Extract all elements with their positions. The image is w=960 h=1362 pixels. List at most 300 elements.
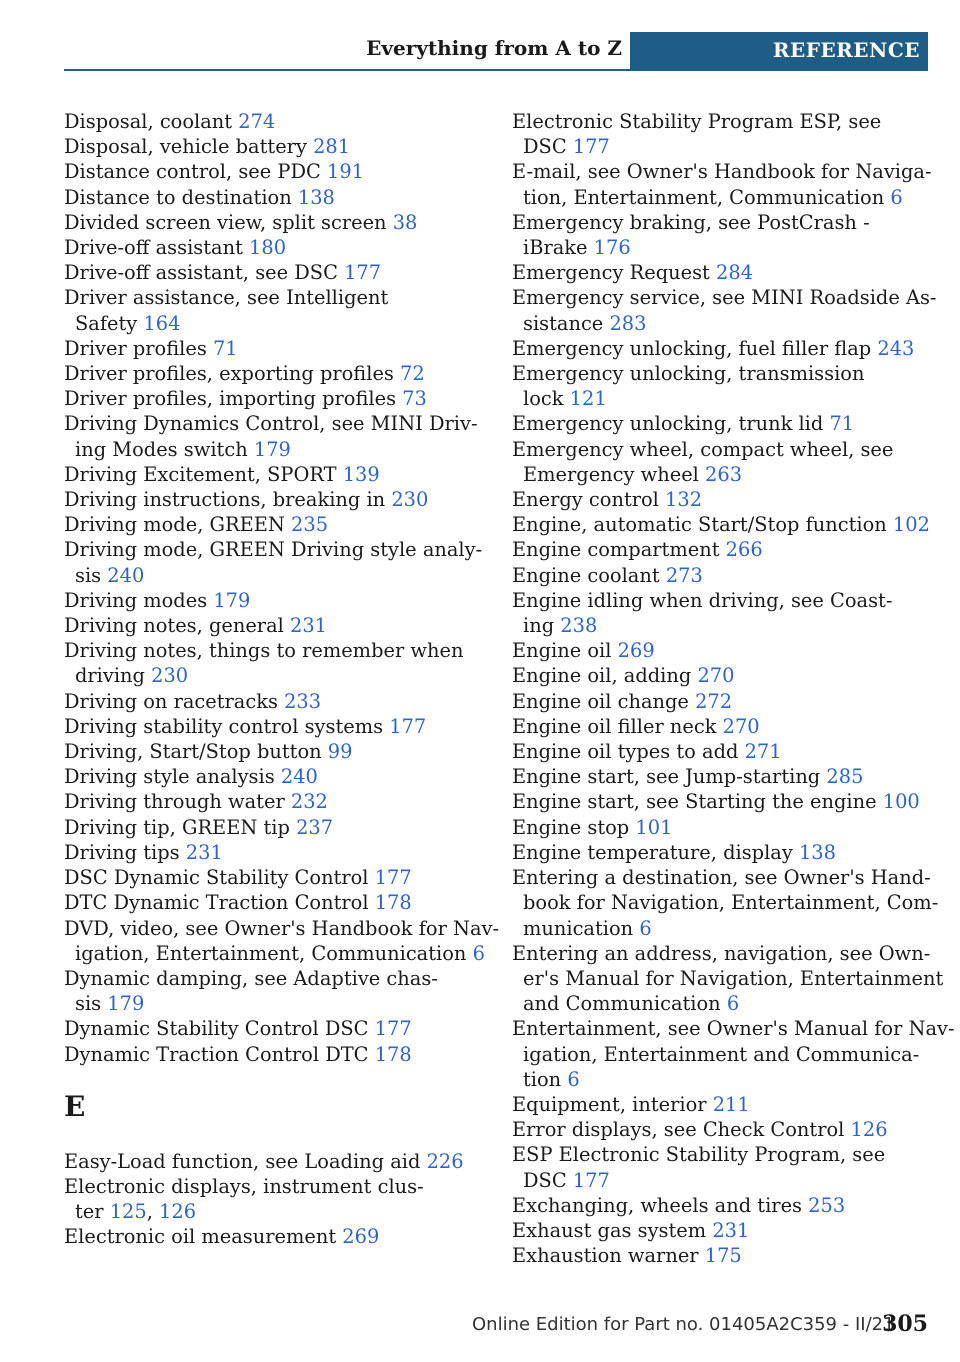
page-reference-link[interactable]: 126 xyxy=(850,1118,888,1142)
section-tab: REFERENCE xyxy=(630,32,928,71)
page-reference-link[interactable]: 126 xyxy=(159,1200,197,1224)
page-reference-link[interactable]: 180 xyxy=(249,236,287,260)
index-term: Safety xyxy=(75,311,144,335)
page-reference-link[interactable]: 231 xyxy=(185,840,223,864)
page-reference-link[interactable]: 285 xyxy=(826,765,864,789)
page-reference-link[interactable]: 272 xyxy=(695,689,733,713)
index-term: sis xyxy=(75,992,108,1016)
index-entry xyxy=(512,815,932,840)
index-entry-line xyxy=(512,764,932,789)
index-column-left xyxy=(64,109,500,1250)
index-entry-line xyxy=(64,1199,484,1224)
page-reference-link[interactable]: 269 xyxy=(342,1225,380,1249)
page-reference-link[interactable]: 178 xyxy=(374,1042,412,1066)
index-entry xyxy=(64,613,484,638)
page-reference-link[interactable]: 191 xyxy=(327,160,365,184)
page-reference-link[interactable]: 178 xyxy=(374,891,412,915)
index-entry-line xyxy=(64,537,484,562)
index-entry-line xyxy=(64,916,500,941)
index-term: Engine oil types to add xyxy=(512,740,745,764)
page-reference-link[interactable]: 176 xyxy=(593,236,631,260)
index-entry-line xyxy=(512,689,932,714)
index-entry-line xyxy=(512,437,932,462)
edition-footer: Online Edition for Part no. 01405A2C359 - II/21 xyxy=(472,1314,895,1335)
index-entry xyxy=(512,638,932,663)
index-entry-line xyxy=(512,613,932,638)
page-reference-link[interactable]: 237 xyxy=(296,815,334,839)
index-term: Driving, Start/Stop button xyxy=(64,740,328,764)
index-entry-line xyxy=(64,815,484,840)
index-entry-line xyxy=(512,840,932,865)
page-reference-link[interactable]: 73 xyxy=(402,387,427,411)
index-term: Dynamic Traction Control DTC xyxy=(64,1042,375,1066)
page-reference-link[interactable]: 270 xyxy=(722,714,760,738)
index-term: Entering an address, navigation, see Own- xyxy=(512,941,931,965)
page-reference-link[interactable]: 243 xyxy=(877,336,915,360)
index-term: Exhaustion warner xyxy=(512,1244,705,1268)
page-reference-link[interactable]: 71 xyxy=(212,336,238,360)
index-entry xyxy=(512,260,932,285)
index-entry xyxy=(512,789,932,814)
index-entry xyxy=(512,411,932,436)
index-term: Energy control xyxy=(512,488,666,512)
index-term: Engine oil filler neck xyxy=(512,714,723,738)
page-reference-link[interactable]: 233 xyxy=(284,689,322,713)
page-reference-link[interactable]: 175 xyxy=(704,1244,742,1268)
page-reference-link[interactable]: 235 xyxy=(291,513,329,537)
index-term: Emergency unlocking, transmission xyxy=(512,362,865,386)
page-reference-link[interactable]: 138 xyxy=(798,840,836,864)
index-term: Engine temperature, display xyxy=(512,840,799,864)
index-list-e-continued xyxy=(512,109,955,1268)
page-reference-link[interactable]: 253 xyxy=(808,1193,846,1217)
page-reference-link[interactable]: 177 xyxy=(572,1168,610,1192)
index-term: Driving through water xyxy=(64,790,291,814)
index-entry-line xyxy=(64,613,484,638)
index-entry xyxy=(512,764,932,789)
index-entry-line xyxy=(512,109,932,134)
index-entry-line xyxy=(512,890,939,915)
page-reference-link[interactable]: 230 xyxy=(391,488,429,512)
index-term: Entering a destination, see Owner's Hand- xyxy=(512,866,931,890)
index-entry xyxy=(64,1174,484,1224)
page-reference-link[interactable]: 240 xyxy=(280,765,318,789)
index-term: and Communication xyxy=(523,992,727,1016)
page-reference-link[interactable]: 72 xyxy=(400,362,425,386)
index-entry-line xyxy=(64,1042,484,1067)
page-reference-link[interactable]: 211 xyxy=(712,1092,750,1116)
page-reference-link[interactable]: 231 xyxy=(712,1218,750,1242)
index-entry xyxy=(512,285,937,335)
index-entry-line xyxy=(512,134,932,159)
index-term: lock xyxy=(523,387,570,411)
index-entry xyxy=(512,1193,932,1218)
index-entry xyxy=(512,537,932,562)
index-term: Emergency wheel xyxy=(523,462,706,486)
index-term: Driving tips xyxy=(64,840,186,864)
index-entry xyxy=(512,1117,932,1142)
page-reference-link[interactable]: 266 xyxy=(725,538,763,562)
page-reference-link[interactable]: 263 xyxy=(705,462,743,486)
index-entry-line xyxy=(64,663,484,688)
page-reference-link[interactable]: 139 xyxy=(342,462,380,486)
index-entry xyxy=(512,1142,932,1192)
index-entry-line xyxy=(512,1067,932,1092)
index-entry-line xyxy=(64,512,484,537)
index-entry-line xyxy=(512,1218,932,1243)
index-entry xyxy=(64,588,484,613)
index-entry-line xyxy=(512,336,932,361)
index-entry-line xyxy=(512,159,932,184)
page-number: 305 xyxy=(882,1311,928,1337)
index-entry-line xyxy=(64,991,484,1016)
index-entry-line xyxy=(512,210,932,235)
index-entry-line xyxy=(512,1168,932,1193)
index-term: Driving stability control systems xyxy=(64,714,390,738)
index-entry xyxy=(512,487,932,512)
index-entry-line xyxy=(512,1092,932,1117)
index-term: Driver profiles, importing profiles xyxy=(64,387,403,411)
index-entry xyxy=(512,159,932,209)
index-entry-line xyxy=(512,941,932,966)
index-term: Driving instructions, breaking in xyxy=(64,488,392,512)
index-entry xyxy=(512,588,932,638)
page-reference-link[interactable]: 6 xyxy=(567,1067,580,1091)
index-term: Electronic oil measurement xyxy=(64,1225,343,1249)
index-term: Engine oil change xyxy=(512,689,696,713)
index-entry-line xyxy=(64,764,484,789)
index-term: Driving mode, GREEN xyxy=(64,513,292,537)
index-entry-line xyxy=(64,966,484,991)
index-term: Engine oil xyxy=(512,639,618,663)
index-term: Drive-off assistant xyxy=(64,236,250,260)
page-reference-link[interactable]: 179 xyxy=(213,588,251,612)
page-reference-link[interactable]: 164 xyxy=(143,311,181,335)
page-reference-link[interactable]: 177 xyxy=(344,261,382,285)
page-reference-link[interactable]: 240 xyxy=(107,563,145,587)
index-entry-line xyxy=(64,941,484,966)
page-reference-link[interactable]: 230 xyxy=(151,664,189,688)
index-term: Engine idling when driving, see Coast- xyxy=(512,588,893,612)
page-reference-link[interactable]: 232 xyxy=(290,790,328,814)
index-entry xyxy=(512,336,932,361)
index-term: Drive-off assistant, see DSC xyxy=(64,261,345,285)
index-entry-line xyxy=(512,487,932,512)
index-entry-line xyxy=(512,285,937,310)
index-term: Driving style analysis xyxy=(64,765,281,789)
index-term: igation, Entertainment, Communication xyxy=(75,941,473,965)
index-entry-line xyxy=(512,865,932,890)
index-term: Emergency unlocking, trunk lid xyxy=(512,412,830,436)
index-entry-line xyxy=(512,1016,955,1041)
index-term: DTC Dynamic Traction Control xyxy=(64,891,375,915)
index-entry xyxy=(64,185,484,210)
index-term: Emergency wheel, compact wheel, see xyxy=(512,437,894,461)
index-entry-line xyxy=(512,966,944,991)
index-term: Engine coolant xyxy=(512,563,666,587)
index-entry xyxy=(512,1092,932,1117)
index-term: Engine start, see Jump-starting xyxy=(512,765,827,789)
index-entry-line xyxy=(64,890,484,915)
page-reference-link[interactable]: 132 xyxy=(665,488,703,512)
index-entry xyxy=(512,361,932,411)
index-term: Driving modes xyxy=(64,588,214,612)
page-reference-link[interactable]: 100 xyxy=(882,790,920,814)
page-reference-link[interactable]: 6 xyxy=(890,185,903,209)
page-reference-link[interactable]: 138 xyxy=(297,185,335,209)
index-entry-line xyxy=(64,487,484,512)
index-entry-line xyxy=(512,537,932,562)
page-reference-link[interactable]: 179 xyxy=(253,437,291,461)
index-entry xyxy=(64,815,484,840)
page-reference-link[interactable]: 269 xyxy=(617,639,655,663)
page-reference-link[interactable]: 6 xyxy=(639,916,652,940)
page-reference-link[interactable]: 102 xyxy=(892,513,930,537)
page-reference-link[interactable]: 271 xyxy=(744,740,782,764)
index-entry-line xyxy=(64,689,484,714)
index-term: Engine compartment xyxy=(512,538,726,562)
page-reference-link[interactable]: 226 xyxy=(426,1149,464,1173)
index-term: Disposal, vehicle battery xyxy=(64,135,314,159)
index-entry xyxy=(512,1243,932,1268)
index-entry-line xyxy=(64,260,484,285)
index-entry xyxy=(64,1149,484,1174)
index-term: Driving Excitement, SPORT xyxy=(64,462,343,486)
index-entry-line xyxy=(512,411,932,436)
index-entry xyxy=(512,714,932,739)
index-entry xyxy=(64,235,484,260)
index-term: ing Modes switch xyxy=(75,437,254,461)
index-term: Engine, automatic Start/Stop function xyxy=(512,513,893,537)
index-term: Emergency unlocking, fuel filler flap xyxy=(512,336,878,360)
page-reference-link[interactable]: 6 xyxy=(472,941,485,965)
index-entry-line xyxy=(512,311,932,336)
index-term: E-mail, see Owner's Handbook for Naviga- xyxy=(512,160,932,184)
index-entry xyxy=(64,638,484,688)
index-entry xyxy=(64,1016,484,1041)
index-term: er's Manual for Navigation, Entertainment xyxy=(523,966,944,990)
index-entry-line xyxy=(64,588,484,613)
page-reference-link[interactable]: 121 xyxy=(569,387,607,411)
index-term: Equipment, interior xyxy=(512,1092,713,1116)
index-term: munication xyxy=(523,916,640,940)
index-entry-line xyxy=(512,916,932,941)
index-term: Emergency service, see MINI Roadside As- xyxy=(512,286,937,310)
index-entry-line xyxy=(64,638,484,663)
index-entry-line xyxy=(512,462,932,487)
index-entry-line xyxy=(512,185,932,210)
index-entry xyxy=(64,260,484,285)
index-entry-line xyxy=(512,991,932,1016)
page-reference-link[interactable]: 283 xyxy=(609,311,647,335)
page-reference-link[interactable]: 71 xyxy=(829,412,855,436)
index-entry-line xyxy=(512,638,932,663)
index-entry xyxy=(512,941,944,1017)
index-term: DSC Dynamic Stability Control xyxy=(64,866,375,890)
page-header xyxy=(64,32,928,71)
index-term: Entertainment, see Owner's Manual for Nav- xyxy=(512,1017,955,1041)
chapter-title: Everything from A to Z xyxy=(366,36,622,60)
section-letter-heading: E xyxy=(64,1089,86,1123)
index-term: Electronic displays, instrument clus- xyxy=(64,1174,424,1198)
index-term: igation, Entertainment and Communica- xyxy=(523,1042,920,1066)
index-entry-line xyxy=(512,563,932,588)
index-entry-line xyxy=(64,311,484,336)
index-entry-line xyxy=(512,1193,932,1218)
index-entry-line xyxy=(64,1016,484,1041)
index-term: Driving tip, GREEN tip xyxy=(64,815,297,839)
index-term: Exhaust gas system xyxy=(512,1218,713,1242)
index-term: Engine stop xyxy=(512,815,636,839)
page-reference-link[interactable]: 231 xyxy=(290,614,328,638)
index-entry xyxy=(64,210,484,235)
page-reference-link[interactable]: 281 xyxy=(313,135,351,159)
index-entry-line xyxy=(64,563,484,588)
index-entry xyxy=(64,386,484,411)
index-entry xyxy=(512,663,932,688)
page-reference-link[interactable]: 177 xyxy=(374,866,412,890)
index-entry xyxy=(512,865,939,941)
index-entry xyxy=(64,689,484,714)
index-term: Distance control, see PDC xyxy=(64,160,327,184)
index-term: sis xyxy=(75,563,108,587)
index-entry-line xyxy=(64,185,484,210)
index-entry-line xyxy=(64,386,484,411)
index-entry-line xyxy=(64,235,484,260)
index-term: Driving notes, general xyxy=(64,614,290,638)
index-entry-line xyxy=(64,361,484,386)
index-entry-line xyxy=(512,386,932,411)
index-term: Divided screen view, split screen xyxy=(64,210,393,234)
index-term: Electronic Stability Program ESP, see xyxy=(512,110,882,133)
index-entry-line xyxy=(64,1174,484,1199)
index-entry-line xyxy=(64,285,484,310)
index-term: Emergency braking, see PostCrash - xyxy=(512,210,870,234)
index-term: Dynamic Stability Control DSC xyxy=(64,1017,375,1041)
page-reference-link[interactable]: 38 xyxy=(392,210,418,234)
index-entry xyxy=(512,840,932,865)
index-term: Disposal, coolant xyxy=(64,110,239,133)
index-term: driving xyxy=(75,664,152,688)
index-term: Driver profiles, exporting profiles xyxy=(64,362,401,386)
index-term: book for Navigation, Entertainment, Com- xyxy=(523,891,939,915)
index-entry xyxy=(512,109,932,159)
page-reference-link[interactable]: 177 xyxy=(389,714,427,738)
index-term: Driving mode, GREEN Driving style analy- xyxy=(64,538,483,562)
index-term: DSC xyxy=(523,135,573,159)
index-entry xyxy=(512,210,932,260)
page-reference-link[interactable]: 270 xyxy=(697,664,735,688)
index-entry-line xyxy=(512,815,932,840)
index-entry xyxy=(64,840,484,865)
index-entry-line xyxy=(512,512,932,537)
page-reference-link[interactable]: 284 xyxy=(716,261,754,285)
page-reference-link[interactable]: 274 xyxy=(238,110,276,133)
index-term: DSC xyxy=(523,1168,573,1192)
index-term: Easy-Load function, see Loading aid xyxy=(64,1149,427,1173)
index-entry-line xyxy=(64,840,484,865)
page-reference-link[interactable]: 238 xyxy=(560,614,598,638)
index-entry-line xyxy=(64,437,484,462)
index-entry xyxy=(512,1218,932,1243)
index-entry xyxy=(64,1042,484,1067)
index-entry xyxy=(64,537,484,587)
index-term: ing xyxy=(523,614,561,638)
index-entry xyxy=(64,462,484,487)
index-entry-line xyxy=(64,714,484,739)
index-term: Error displays, see Check Control xyxy=(512,1118,851,1142)
page-reference-link[interactable]: 101 xyxy=(635,815,673,839)
index-entry xyxy=(512,1016,955,1092)
index-term: sistance xyxy=(523,311,610,335)
page-reference-link[interactable]: 177 xyxy=(374,1017,412,1041)
index-list-d xyxy=(64,109,500,1067)
index-entry-line xyxy=(512,235,932,260)
index-entry-line xyxy=(64,1149,484,1174)
index-entry xyxy=(64,966,484,1016)
index-term: tion xyxy=(523,1067,568,1091)
index-entry xyxy=(64,916,500,966)
index-entry xyxy=(512,563,932,588)
index-entry xyxy=(64,361,484,386)
index-term: Distance to destination xyxy=(64,185,298,209)
header-rule xyxy=(64,69,630,71)
index-entry xyxy=(512,512,932,537)
index-entry-line xyxy=(512,1117,932,1142)
index-column-right xyxy=(512,109,955,1268)
index-entry-line xyxy=(64,462,484,487)
index-entry xyxy=(64,487,484,512)
page-reference-link[interactable]: 177 xyxy=(572,135,610,159)
index-entry-line xyxy=(512,260,932,285)
index-term: iBrake xyxy=(523,236,594,260)
index-entry-line xyxy=(512,739,932,764)
index-entry-line xyxy=(512,714,932,739)
index-entry xyxy=(64,336,484,361)
index-entry xyxy=(64,109,484,134)
index-term: Driver assistance, see Intelligent xyxy=(64,286,389,310)
index-entry-line xyxy=(512,361,932,386)
index-entry xyxy=(512,689,932,714)
index-entry xyxy=(64,512,484,537)
page-reference-link[interactable]: 179 xyxy=(107,992,145,1016)
index-list-e xyxy=(64,1149,484,1250)
index-term: Engine start, see Starting the engine xyxy=(512,790,883,814)
index-term: Exchanging, wheels and tires xyxy=(512,1193,809,1217)
index-term: Dynamic damping, see Adaptive chas- xyxy=(64,966,438,990)
index-entry-line xyxy=(64,159,484,184)
page-reference-link[interactable]: 273 xyxy=(665,563,703,587)
page-reference-link[interactable]: 6 xyxy=(726,992,740,1016)
index-term: Driver profiles xyxy=(64,336,213,360)
index-entry-line xyxy=(512,1243,932,1268)
index-entry xyxy=(64,890,484,915)
index-entry-line xyxy=(64,134,484,159)
index-entry xyxy=(64,739,484,764)
index-entry xyxy=(64,865,484,890)
index-entry xyxy=(64,285,484,335)
page-reference-link[interactable]: 99 xyxy=(327,740,353,764)
index-term: Emergency Request xyxy=(512,261,716,285)
index-entry xyxy=(512,739,932,764)
index-entry-line xyxy=(64,109,484,134)
index-term: Driving on racetracks xyxy=(64,689,285,713)
index-entry xyxy=(512,437,932,487)
index-entry-line xyxy=(512,663,932,688)
index-term: Engine oil, adding xyxy=(512,664,698,688)
index-term: DVD, video, see Owner's Handbook for Nav- xyxy=(64,916,500,940)
page-reference-link[interactable]: 125 xyxy=(109,1200,147,1224)
